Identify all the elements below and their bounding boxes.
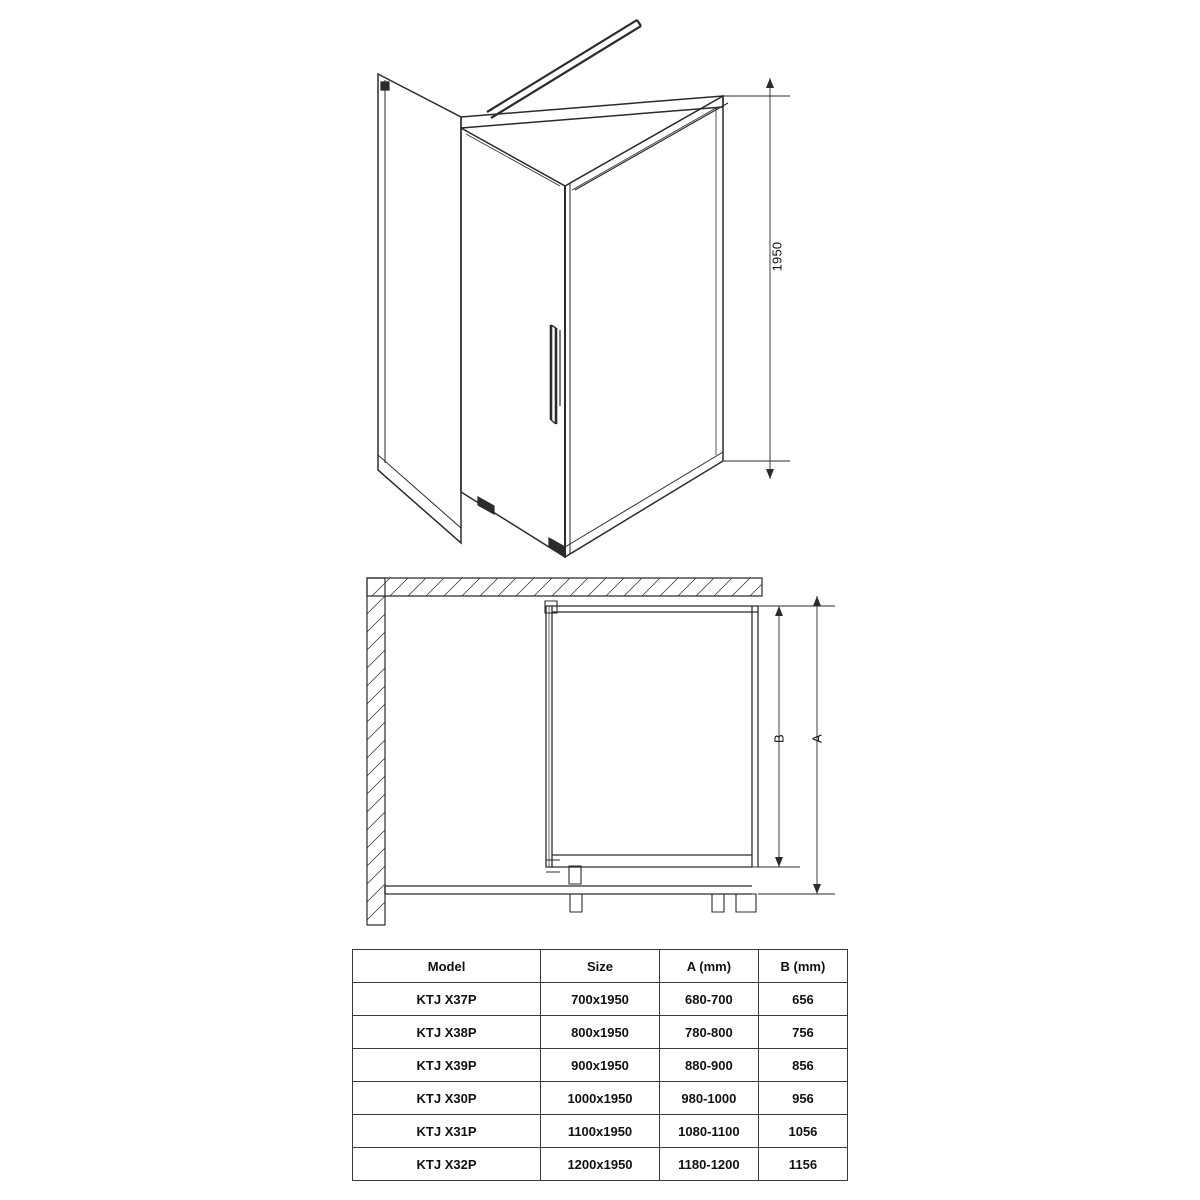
plan-dimension-a-label: A [809,734,825,743]
cell-a: 780-800 [659,1016,758,1049]
table-row [353,1016,848,1049]
cell-a: 680-700 [659,983,758,1016]
cell-model: KTJ X37P [353,983,541,1016]
cell-model: KTJ X32P [353,1148,541,1181]
cell-b: 656 [758,983,847,1016]
cell-size: 1100x1950 [541,1115,660,1148]
column-header-size: Size [541,950,660,983]
table-row [353,1082,848,1115]
cell-model: KTJ X38P [353,1016,541,1049]
cell-model: KTJ X30P [353,1082,541,1115]
table-row [353,1049,848,1082]
perspective-view [378,20,790,557]
cell-b: 856 [758,1049,847,1082]
cell-b: 1156 [758,1148,847,1181]
table-row [353,1148,848,1181]
cell-size: 800x1950 [541,1016,660,1049]
plan-dimension-b-label: B [771,734,787,743]
cell-a: 980-1000 [659,1082,758,1115]
cell-a: 1080-1100 [659,1115,758,1148]
plan-view [367,578,835,925]
column-header-model: Model [353,950,541,983]
table-row [353,983,848,1016]
table-row [353,1115,848,1148]
cell-model: KTJ X39P [353,1049,541,1082]
table-header-row [353,950,848,983]
cell-b: 756 [758,1016,847,1049]
cell-size: 1000x1950 [541,1082,660,1115]
cell-a: 880-900 [659,1049,758,1082]
cell-b: 956 [758,1082,847,1115]
cell-size: 900x1950 [541,1049,660,1082]
model-spec-table [352,949,848,1181]
height-dimension-label: 1950 [769,241,785,272]
cell-b: 1056 [758,1115,847,1148]
cell-size: 700x1950 [541,983,660,1016]
cell-size: 1200x1950 [541,1148,660,1181]
cell-a: 1180-1200 [659,1148,758,1181]
cell-model: KTJ X31P [353,1115,541,1148]
column-header-b: B (mm) [758,950,847,983]
column-header-a: A (mm) [659,950,758,983]
